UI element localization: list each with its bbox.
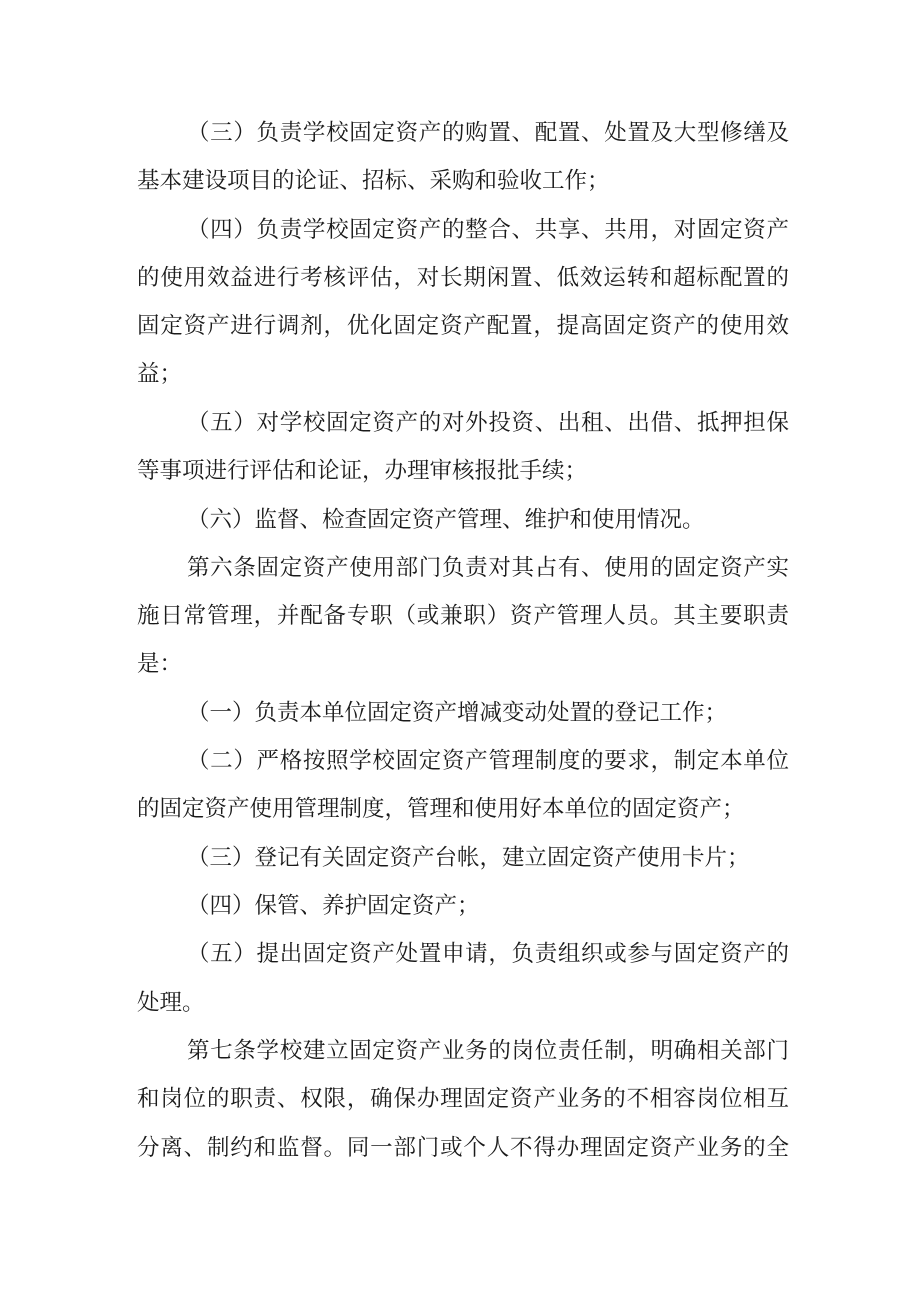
paragraph-line: 是： [137, 651, 183, 677]
paragraph-line: （六）监督、检查固定资产管理、维护和使用情况。 [187, 507, 705, 533]
paragraph-line: （四）负责学校固定资产的整合、共享、共用，对固定资产 [187, 217, 789, 243]
paragraph-line: （五）对学校固定资产的对外投资、出租、出借、抵押担保 [187, 410, 789, 436]
paragraph-line: （二）严格按照学校固定资产管理制度的要求，制定本单位 [187, 748, 789, 774]
paragraph-line: 第六条固定资产使用部门负责对其占有、使用的固定资产实 [187, 555, 789, 581]
paragraph-line: （五）提出固定资产处置申请，负责组织或参与固定资产的 [187, 941, 789, 967]
paragraph-line: 的固定资产使用管理制度，管理和使用好本单位的固定资产； [137, 796, 745, 822]
paragraph-line: 等事项进行评估和论证，办理审核报批手续； [137, 458, 588, 484]
paragraph-line: 施日常管理，并配备专职（或兼职）资产管理人员。其主要职责 [137, 603, 789, 629]
paragraph-line: 固定资产进行调剂，优化固定资产配置，提高固定资产的使用效 [137, 313, 789, 339]
paragraph-line: （三）负责学校固定资产的购置、配置、处置及大型修缮及 [187, 120, 789, 146]
paragraph-line: 基本建设项目的论证、招标、采购和验收工作； [137, 168, 610, 194]
paragraph-line: 第七条学校建立固定资产业务的岗位责任制，明确相关部门 [187, 1038, 789, 1064]
paragraph-line: （三）登记有关固定资产台帐，建立固定资产使用卡片； [187, 845, 750, 871]
paragraph-line: 处理。 [137, 990, 205, 1016]
paragraph-line: 的使用效益进行考核评估，对长期闲置、低效运转和超标配置的 [137, 265, 789, 291]
paragraph-line: 分离、制约和监督。同一部门或个人不得办理固定资产业务的全 [137, 1135, 789, 1161]
paragraph-line: 和岗位的职责、权限，确保办理固定资产业务的不相容岗位相互 [137, 1086, 789, 1112]
paragraph-line: 益； [137, 361, 183, 387]
paragraph-line: （四）保管、养护固定资产； [187, 893, 480, 919]
paragraph-line: （一）负责本单位固定资产增减变动处置的登记工作； [187, 700, 728, 726]
